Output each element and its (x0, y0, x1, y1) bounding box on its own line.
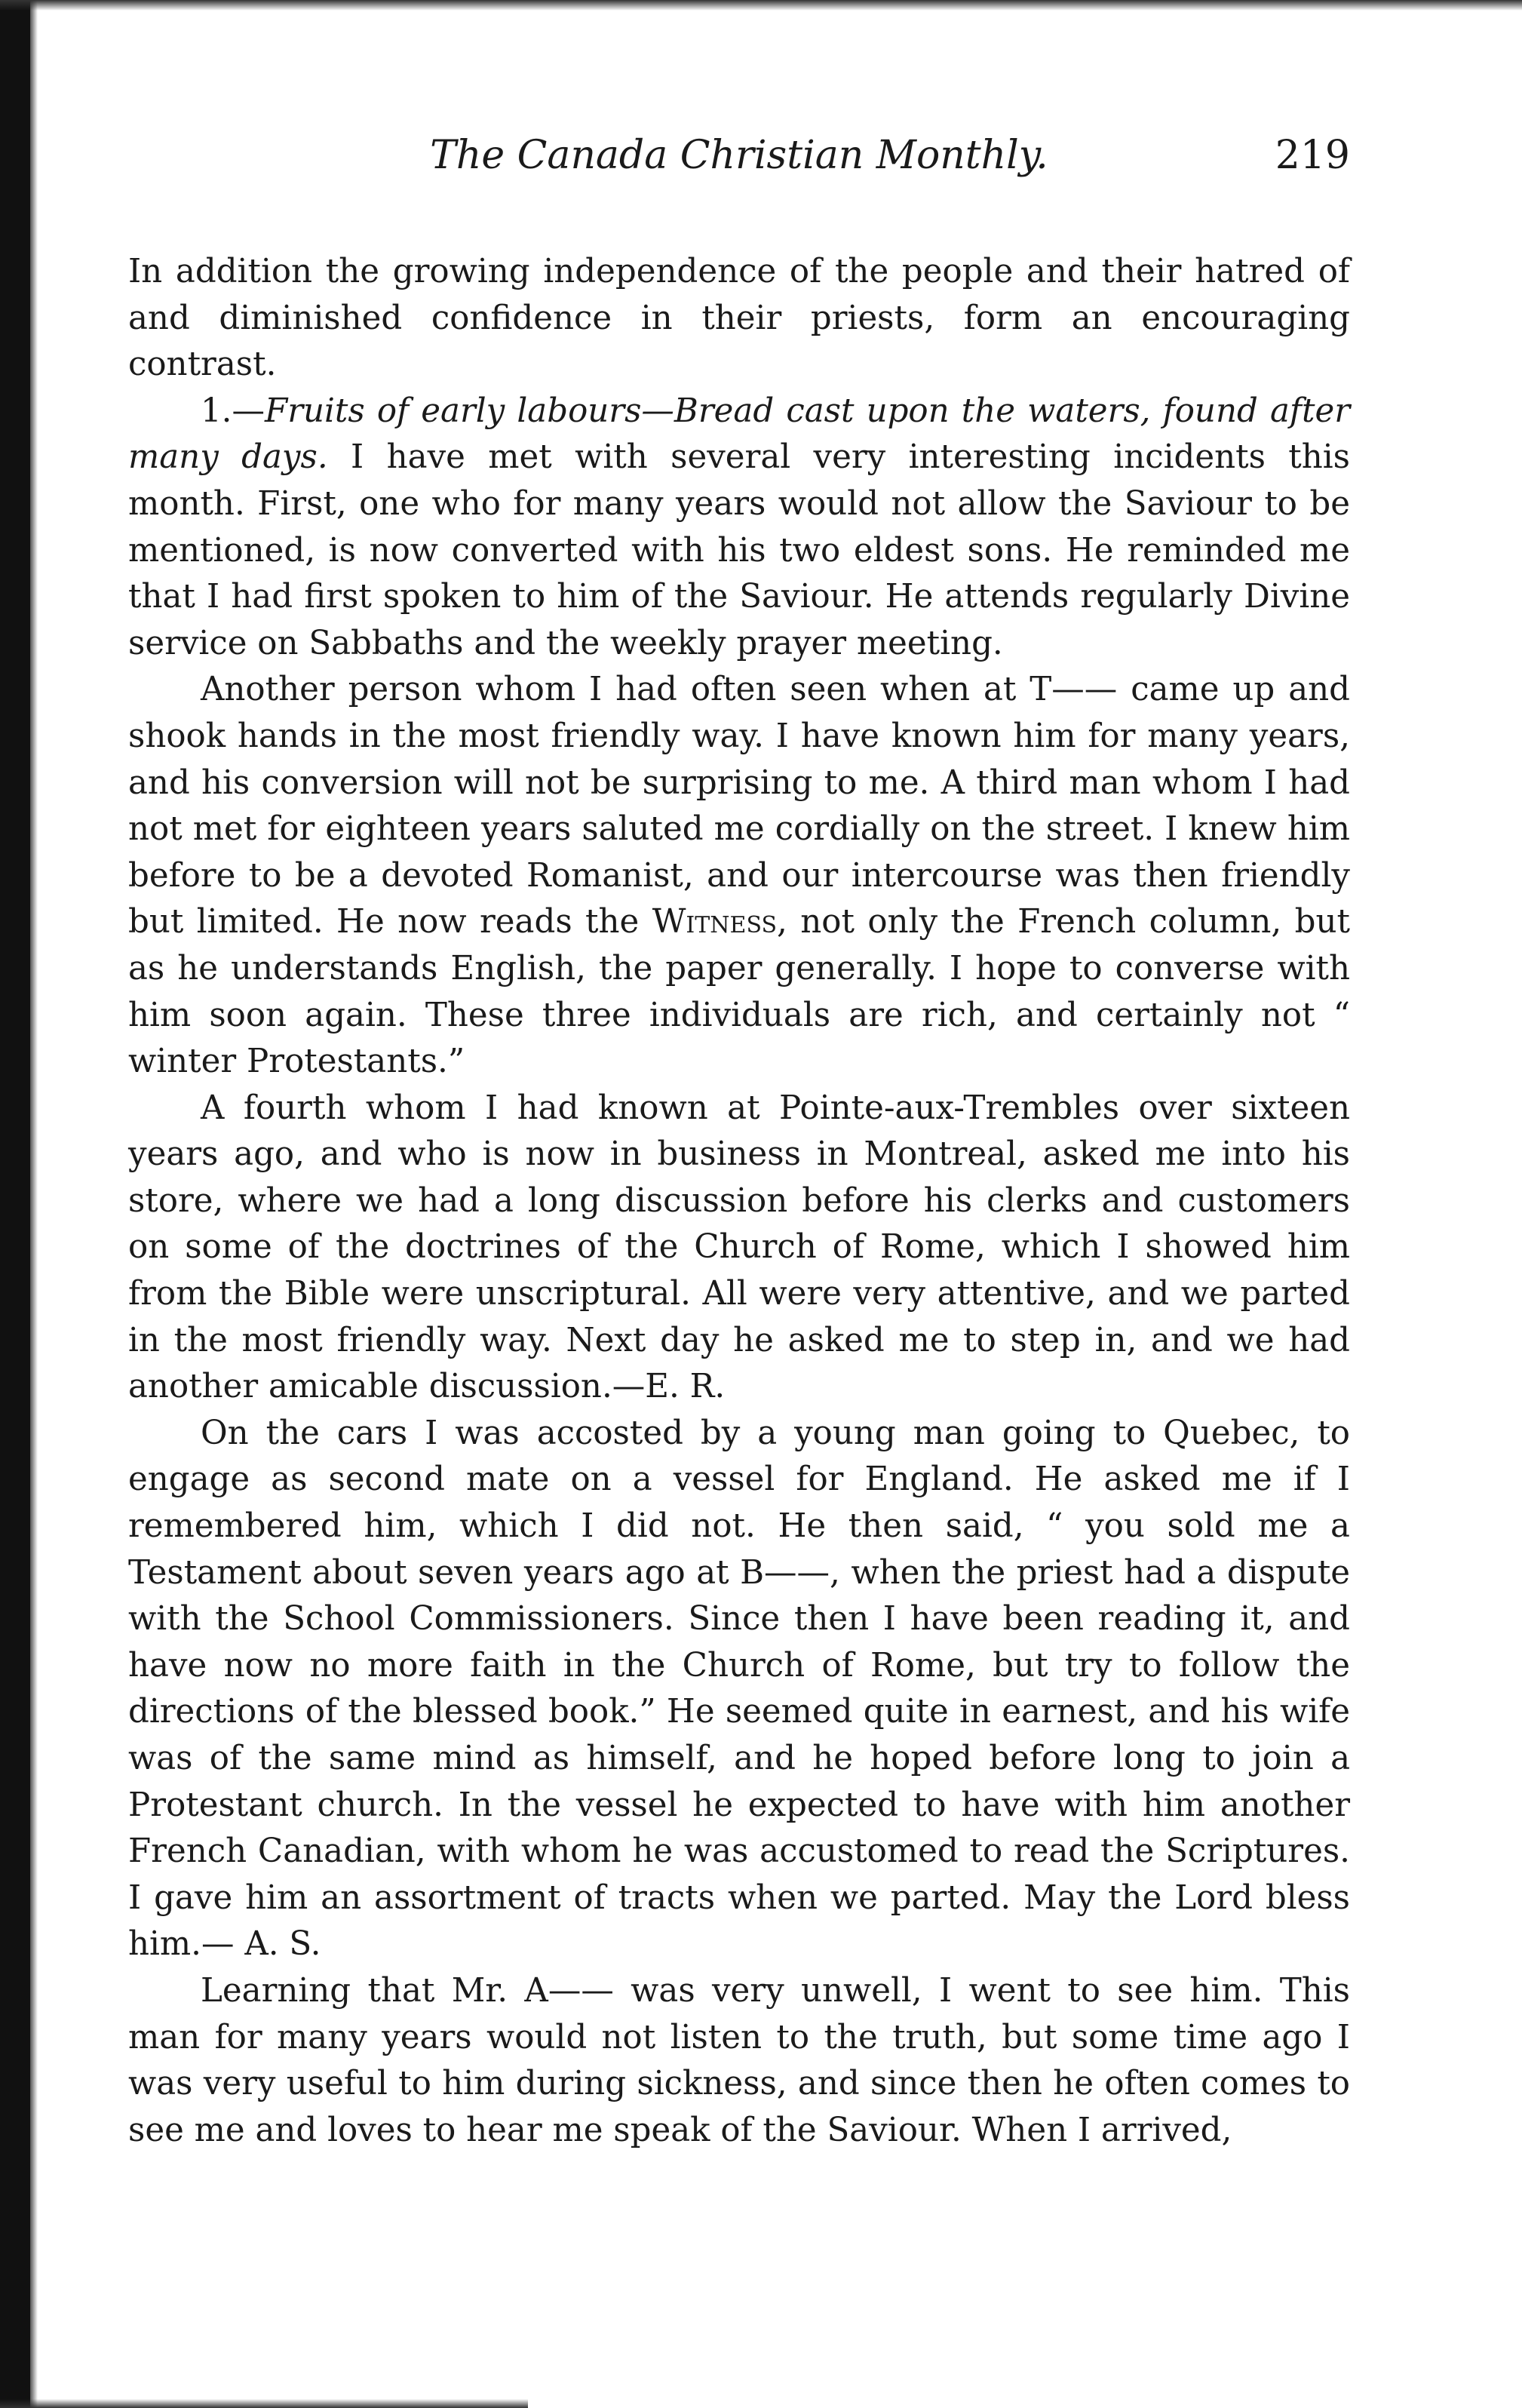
paragraph-5 (128, 1411, 1350, 1968)
paragraph-1 (128, 249, 1350, 389)
paragraph-2 (128, 389, 1350, 668)
scan-left-shadow (30, 0, 38, 2408)
paragraph-5-text: On the cars I was accosted by a young man going to Quebec, to engage as second mate on a vessel for England. He asked me if I remembered him, which I did not. He then said, “ you sold me a Testament about seven years ago at B——, when the priest had a dispute with the School Commissioners. Since then I have been reading it, and have now no more faith in the Church of Rome, but try to follow the directions of the blessed book.” He seemed quite in earnest, and his wife was of the same mind as himself, and he hoped before long to join a Protestant church. In the vessel he expected to have with him another French Canadian, with whom he was accustomed to read the Scriptures. I gave him an assortment of tracts when we parted. May the Lord bless him.— A. S. (128, 1414, 1350, 1964)
scan-bottom-shadow (0, 2399, 528, 2408)
paragraph-4-text: A fourth whom I had known at Pointe-aux-Trembles over sixteen years ago, and who is now in business in Montreal, asked me into his store, where we had a long discussion before his clerks and customers on some of the doctrines of the Church of Rome, which I showed him from the Bible were unscriptural. All were very attentive, and we parted in the most friendly way. Next day he asked me to step in, and we had another amicable discussion.—E. R. (128, 1089, 1350, 1406)
running-title: The Canada Christian Monthly. (430, 133, 1048, 178)
witness-newspaper-name: Witness (652, 903, 778, 941)
scan-left-binding-edge (0, 0, 30, 2408)
paragraph-6 (128, 1968, 1350, 2154)
paragraph-3-text-before: Another person whom I had often seen when at T—— came up and shook hands in the most friendly way. I have known him for many years, and his conversion will not be surprising to me. A third man whom I had not met for eighteen years saluted me cordially on the street. I knew him before to be a devoted Romanist, and our intercourse was then friendly but limited. He now reads the (128, 671, 1350, 941)
section-number: 1.— (201, 392, 265, 430)
page-number: 219 (1275, 133, 1350, 178)
paragraph-2-text: I have met with several very interesting incidents this month. First, one who for many years would not allow the Saviour to be mentioned, is now converted with his two eldest sons. He reminded me that I had first spoken to him of the Saviour. He attends regularly Divine service on Sabbaths and the weekly prayer meeting. (128, 438, 1351, 662)
paragraph-1-text: In addition the growing independence of the people and their hatred of and diminished confidence in their priests, form an encouraging contrast. (128, 253, 1350, 384)
article-body (128, 249, 1350, 2154)
paragraph-6-text: Learning that Mr. A—— was very unwell, I went to see him. This man for many years would not listen to the truth, but some time ago I was very useful to him during sickness, and since then he often comes to see me and loves to hear me speak of the Saviour. When I arrived, (128, 1971, 1350, 2149)
scan-top-shadow (0, 0, 1522, 11)
page-header (128, 128, 1350, 189)
paragraph-3-text-after: , not only the French column, but as he understands English, the paper generally. I hope to converse with him soon again. These three individuals are rich, and certainly not “ winter Protestants.” (128, 903, 1350, 1081)
paragraph-4 (128, 1086, 1350, 1411)
paragraph-3 (128, 667, 1350, 1085)
section-heading-italic: Fruits of early labours—Bread cast upon the waters, found after many days. (128, 392, 1350, 477)
